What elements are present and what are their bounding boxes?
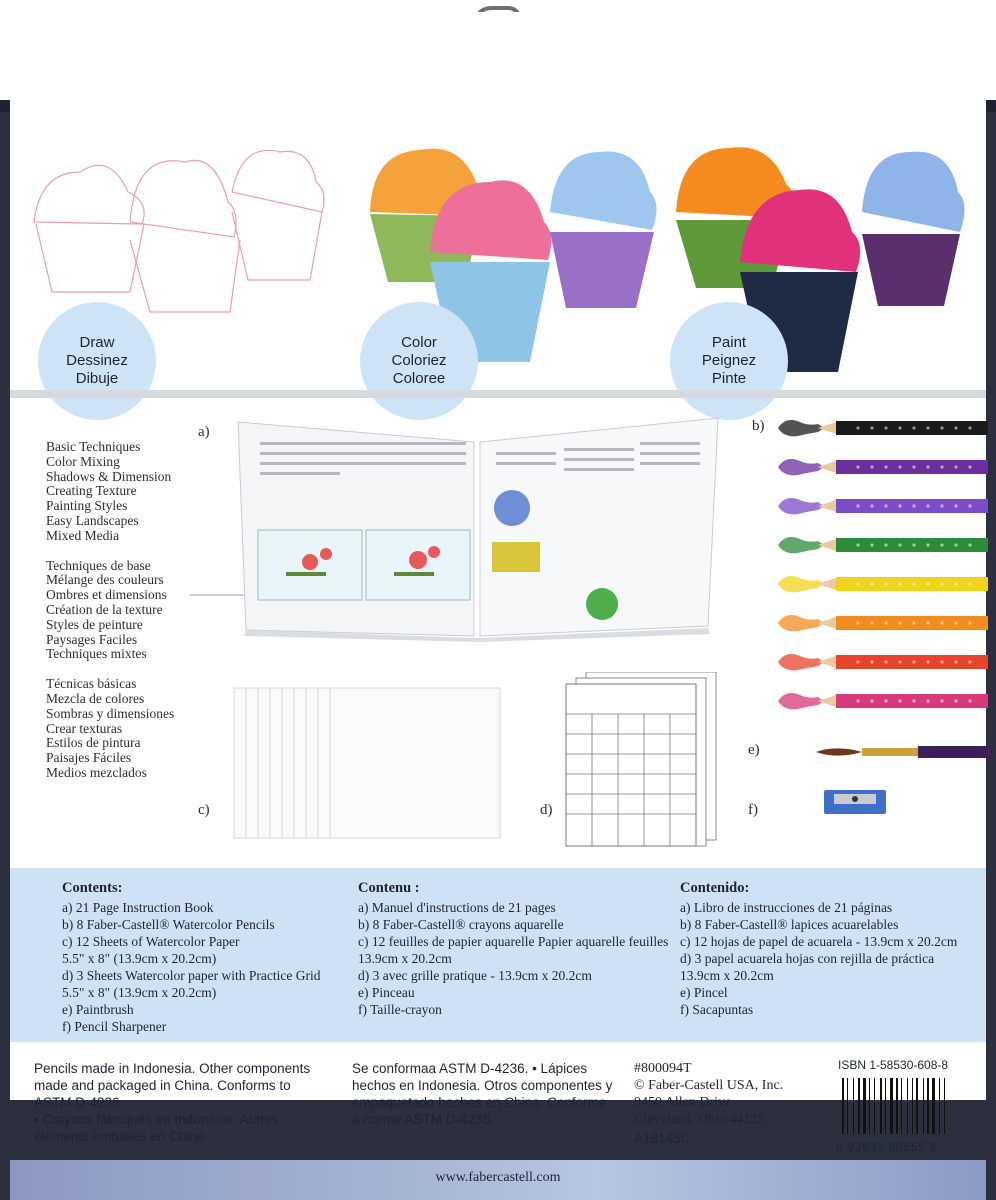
fine-print-line: Se conformaa ASTM D-4236. • Lápices — [352, 1061, 588, 1076]
contents-item: b) 8 Faber-Castell® lapices acuarelables — [680, 917, 899, 932]
contents-item: d) 3 papel acuarela hojas con rejilla de práctica — [680, 951, 935, 966]
technique-item: Painting Styles — [46, 498, 128, 514]
contents-item: f) Pencil Sharpener — [62, 1019, 167, 1034]
watercolor-pencil — [778, 648, 988, 676]
contents-french — [358, 880, 668, 1018]
watercolor-pencil — [778, 414, 988, 442]
cupcake-illustrations — [10, 112, 986, 390]
fine-print-line: © Faber-Castell USA, Inc. — [634, 1078, 784, 1093]
watercolor-pencil — [778, 687, 988, 715]
technique-item: Paysages Faciles — [46, 631, 138, 647]
watercolor-pencil — [778, 492, 988, 520]
step-color — [360, 302, 478, 420]
label-a: a) — [198, 424, 210, 440]
fine-print-line: Pencils made in Indonesia. Other components — [34, 1061, 311, 1076]
technique-item: Techniques de base — [46, 557, 151, 573]
contents-item: c) 12 feuilles de papier aquarelle Papier aquarelle feuilles — [358, 934, 669, 949]
sketch-cupcakes — [34, 150, 324, 312]
barcode-image — [838, 1076, 978, 1138]
watercolor-sheets-image — [232, 682, 512, 844]
contents-item: 13.9cm x 20.2cm — [680, 968, 774, 983]
contents-item: e) Pincel — [680, 985, 728, 1000]
fine-print-line: empaquetado hechos en China. Conforme — [352, 1095, 607, 1110]
step-paint — [670, 302, 788, 420]
fine-print-line: 9450 Allen Drive — [634, 1095, 732, 1110]
fine-print-line: ASTM D-4236. — [34, 1095, 124, 1110]
barcode-number: 0 92633 80555 8 — [836, 1142, 938, 1154]
contents-item: c) 12 hojas de papel de acuarela - 13.9cm x 20.2cm — [680, 934, 958, 949]
technique-item: Medios mezclados — [46, 764, 147, 780]
instruction-book-image — [230, 412, 726, 642]
contents-item: e) Paintbrush — [62, 1002, 134, 1017]
fine-print-line: á norme ASTM D-4236. — [352, 1112, 494, 1127]
fine-print-line: éléments emballés en Chine. — [34, 1129, 209, 1144]
fine-print-2 — [352, 1060, 612, 1128]
contents-heading: Contenido: — [680, 880, 750, 896]
fine-print-line: • Crayons fabriqués en Indonésie. Autres — [34, 1112, 279, 1127]
step-label: Color — [401, 334, 437, 351]
product-code: A18145C — [634, 1131, 691, 1146]
technique-item: Crear texturas — [46, 720, 123, 736]
fine-print-3 — [634, 1060, 783, 1128]
contents-item: a) Manuel d'instructions de 21 pages — [358, 900, 556, 915]
technique-group-french — [46, 559, 206, 663]
contents-item: 13.9cm x 20.2cm — [358, 951, 452, 966]
fine-print-line: Cleveland, Ohio 44125 — [634, 1112, 765, 1127]
step-label: Dibuje — [75, 370, 119, 387]
label-e: e) — [748, 742, 760, 758]
watercolor-pencil — [778, 570, 988, 598]
contents-item: 5.5" x 8" (13.9cm x 20.2cm) — [62, 951, 217, 966]
fine-print-line: #800094T — [634, 1061, 692, 1076]
cupcake-artwork — [10, 112, 986, 390]
contents-item: a) Libro de instrucciones de 21 páginas — [680, 900, 893, 915]
technique-item: Ombres et dimensions — [46, 587, 167, 603]
bottom-band — [10, 1160, 986, 1200]
fine-print-line: hechos en Indonesia. Otros componentes y — [352, 1078, 613, 1093]
contents-item: a) 21 Page Instruction Book — [62, 900, 214, 915]
isbn: ISBN 1-58530-608-8 — [838, 1058, 949, 1072]
contents-spanish — [680, 880, 957, 1018]
contents-item: e) Pinceau — [358, 985, 415, 1000]
technique-item: Easy Landscapes — [46, 512, 139, 528]
step-draw — [38, 302, 156, 420]
contents-heading: Contenu : — [358, 880, 420, 896]
technique-item: Styles de peinture — [46, 616, 143, 632]
technique-item: Color Mixing — [46, 453, 120, 469]
label-b: b) — [752, 418, 765, 434]
contents-item: d) 3 Sheets Watercolor paper with Practice Grid — [62, 968, 321, 983]
technique-item: Shadows & Dimension — [46, 468, 172, 484]
contents-item: f) Taille-crayon — [358, 1002, 442, 1017]
technique-item: Création de la texture — [46, 601, 163, 617]
fine-print-line: made and packaged in China. Conforms to — [34, 1078, 291, 1093]
contents-item: c) 12 Sheets of Watercolor Paper — [62, 934, 240, 949]
technique-item: Mélange des couleurs — [46, 572, 164, 588]
fine-print-1 — [34, 1060, 310, 1145]
step-label: Paint — [711, 334, 747, 351]
pencil-sharpener-image — [822, 786, 888, 816]
technique-group-english — [46, 440, 206, 544]
watercolor-pencil — [778, 609, 988, 637]
step-label: Draw — [79, 334, 115, 351]
watercolor-pencil — [778, 531, 988, 559]
paintbrush-image — [812, 736, 992, 764]
technique-list — [46, 440, 206, 796]
contents-section — [10, 868, 986, 1042]
website-url: www.fabercastell.com — [435, 1170, 561, 1185]
technique-item: Basic Techniques — [46, 439, 141, 454]
watercolor-pencil — [778, 453, 988, 481]
technique-item: Mixed Media — [46, 527, 120, 543]
contents-heading: Contents: — [62, 880, 123, 896]
technique-item: Techniques mixtes — [46, 646, 147, 662]
technique-item: Paisajes Fáciles — [46, 750, 132, 766]
contents-item: 5.5" x 8" (13.9cm x 20.2cm) — [62, 985, 217, 1000]
technique-item: Estilos de pintura — [46, 735, 141, 751]
practice-grid-sheets-image — [562, 672, 732, 848]
technique-item: Técnicas básicas — [46, 676, 137, 692]
step-label: Pinte — [711, 370, 747, 387]
technique-item: Sombras y dimensiones — [46, 705, 175, 721]
step-label: Dessinez — [66, 352, 128, 369]
technique-item: Creating Texture — [46, 483, 137, 499]
divider — [10, 390, 986, 398]
contents-item: d) 3 avec grille pratique - 13.9cm x 20.2cm — [358, 968, 592, 983]
contents-item: b) 8 Faber-Castell® Watercolor Pencils — [62, 917, 275, 932]
contents-item: b) 8 Faber-Castell® crayons aquarelle — [358, 917, 564, 932]
label-c: c) — [198, 802, 210, 818]
step-label: Coloriez — [391, 352, 447, 369]
contents-item: f) Sacapuntas — [680, 1002, 754, 1017]
technique-group-spanish — [46, 677, 206, 781]
label-f: f) — [748, 802, 758, 818]
label-d: d) — [540, 802, 553, 818]
technique-item: Mezcla de colores — [46, 690, 145, 706]
contents-english — [62, 880, 320, 1035]
step-label: Peignez — [701, 352, 757, 369]
step-label: Coloree — [392, 370, 446, 387]
